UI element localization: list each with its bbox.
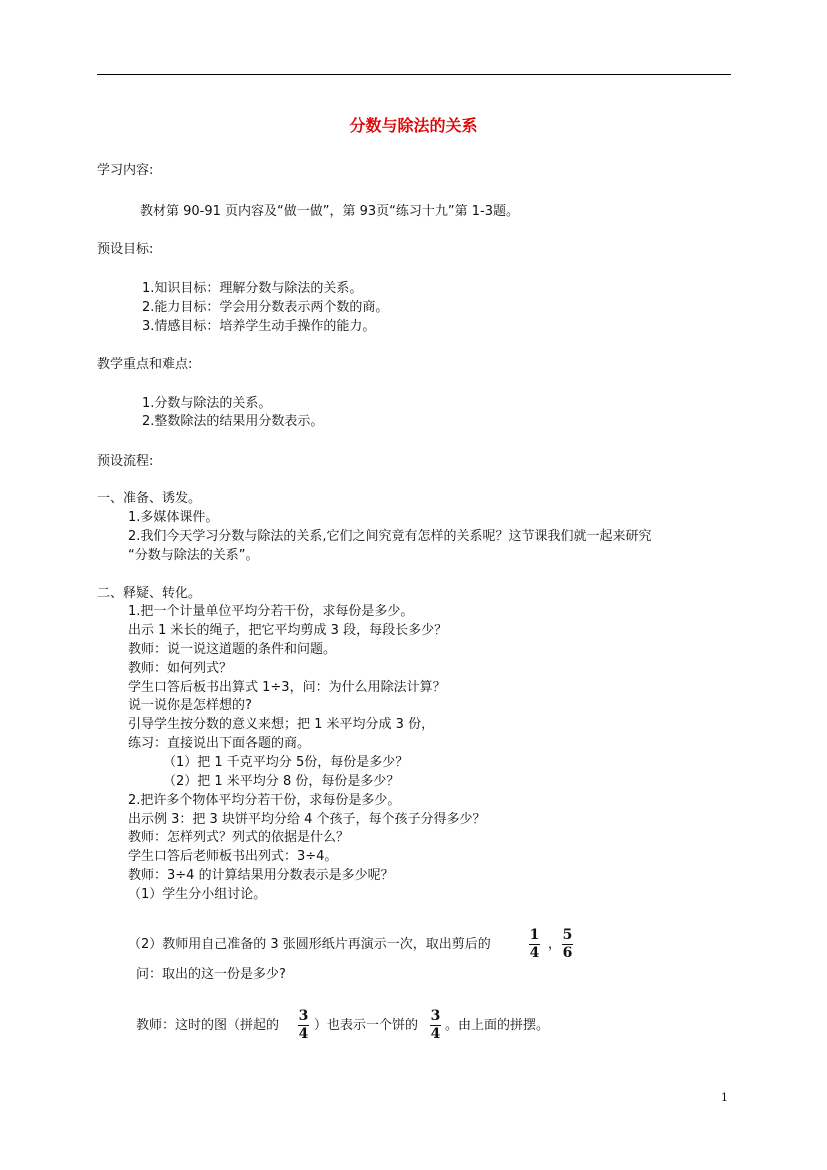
body-line: 练习：直接说出下面各题的商。: [128, 736, 311, 751]
body-line: 教师：如何列式？: [128, 661, 233, 676]
body-line: （2）教师用自己准备的 3 张圆形纸片再演示一次，取出剪后的: [128, 937, 491, 952]
body-line: 。由上面的拼摆。: [445, 1018, 550, 1033]
fraction-numerator: 3: [430, 1008, 441, 1024]
list-item: 2.整数除法的结果用分数表示。: [142, 414, 324, 429]
list-item: 1.多媒体课件。: [128, 510, 219, 525]
fraction: [529, 928, 540, 961]
fraction-denominator: 4: [529, 945, 540, 961]
paragraph: 教材第 90-91 页内容及“做一做”，第 93页“练习十九”第 1-3题。: [140, 204, 520, 219]
fraction-denominator: 4: [298, 1026, 309, 1042]
page-title: 分数与除法的关系: [349, 116, 478, 135]
body-line: 2.把许多个物体平均分若干份，求每份是多少。: [128, 793, 401, 808]
separator: ，: [548, 937, 562, 952]
list-item: 1.分数与除法的关系。: [142, 396, 272, 411]
fraction-denominator: 6: [562, 945, 573, 961]
header-rule: [97, 74, 731, 75]
section-heading-content: 学习内容:: [97, 163, 154, 178]
body-line: （2）把 1 米平均分 8 份，每份是多少？: [163, 774, 400, 789]
body-line: 学生口答后老师板书出列式：3÷4。: [128, 849, 338, 864]
body-line: 教师：怎样列式？列式的依据是什么？: [128, 830, 350, 845]
fraction-denominator: 4: [430, 1026, 441, 1042]
fraction-numerator: 1: [529, 927, 540, 943]
body-line: 教师：说一说这道题的条件和问题。: [128, 642, 337, 657]
body-line: 出示例 3：把 3 块饼平均分给 4 个孩子，每个孩子分得多少？: [128, 812, 486, 827]
body-line: 学生口答后板书出算式 1÷3，问：为什么用除法计算？: [128, 680, 446, 695]
body-line: 教师：这时的图（拼起的: [136, 1018, 280, 1033]
fraction: [562, 928, 573, 961]
body-line: ）也表示一个饼的: [314, 1018, 419, 1033]
body-line: 问：取出的这一份是多少?: [136, 967, 286, 982]
body-line: 教师：3÷4 的计算结果用分数表示是多少呢？: [128, 868, 394, 883]
body-line: 说一说你是怎样想的?: [128, 698, 252, 713]
subsection-heading: 一、准备、诱发。: [97, 491, 202, 506]
section-heading-key-points: 教学重点和难点:: [97, 357, 193, 372]
list-item: 2.我们今天学习分数与除法的关系,它们之间究竟有怎样的关系呢？这节课我们就一起来研究: [128, 529, 652, 544]
fraction-numerator: 5: [562, 927, 573, 943]
body-line: （1）把 1 千克平均分 5份，每份是多少？: [163, 755, 409, 770]
fraction: [430, 1009, 441, 1042]
body-line: （1）学生分小组讨论。: [128, 887, 267, 902]
list-item: “分数与除法的关系”。: [128, 548, 259, 563]
body-line: 引导学生按分数的意义来想；把 1 米平均分成 3 份，: [128, 717, 435, 732]
fraction: [298, 1009, 309, 1042]
list-item: 1.知识目标：理解分数与除法的关系。: [142, 281, 363, 296]
list-item: 2.能力目标：学会用分数表示两个数的商。: [142, 300, 389, 315]
section-heading-goals: 预设目标:: [97, 242, 154, 257]
subsection-heading: 二、释疑、转化。: [97, 586, 202, 601]
section-heading-process: 预设流程:: [97, 454, 154, 469]
page-number: 1: [721, 1091, 728, 1104]
list-item: 3.情感目标：培养学生动手操作的能力。: [142, 319, 376, 334]
body-line: 出示 1 米长的绳子，把它平均剪成 3 段，每段长多少？: [128, 623, 448, 638]
body-line: 1.把一个计量单位平均分若干份，求每份是多少。: [128, 604, 414, 619]
fraction-numerator: 3: [298, 1008, 309, 1024]
